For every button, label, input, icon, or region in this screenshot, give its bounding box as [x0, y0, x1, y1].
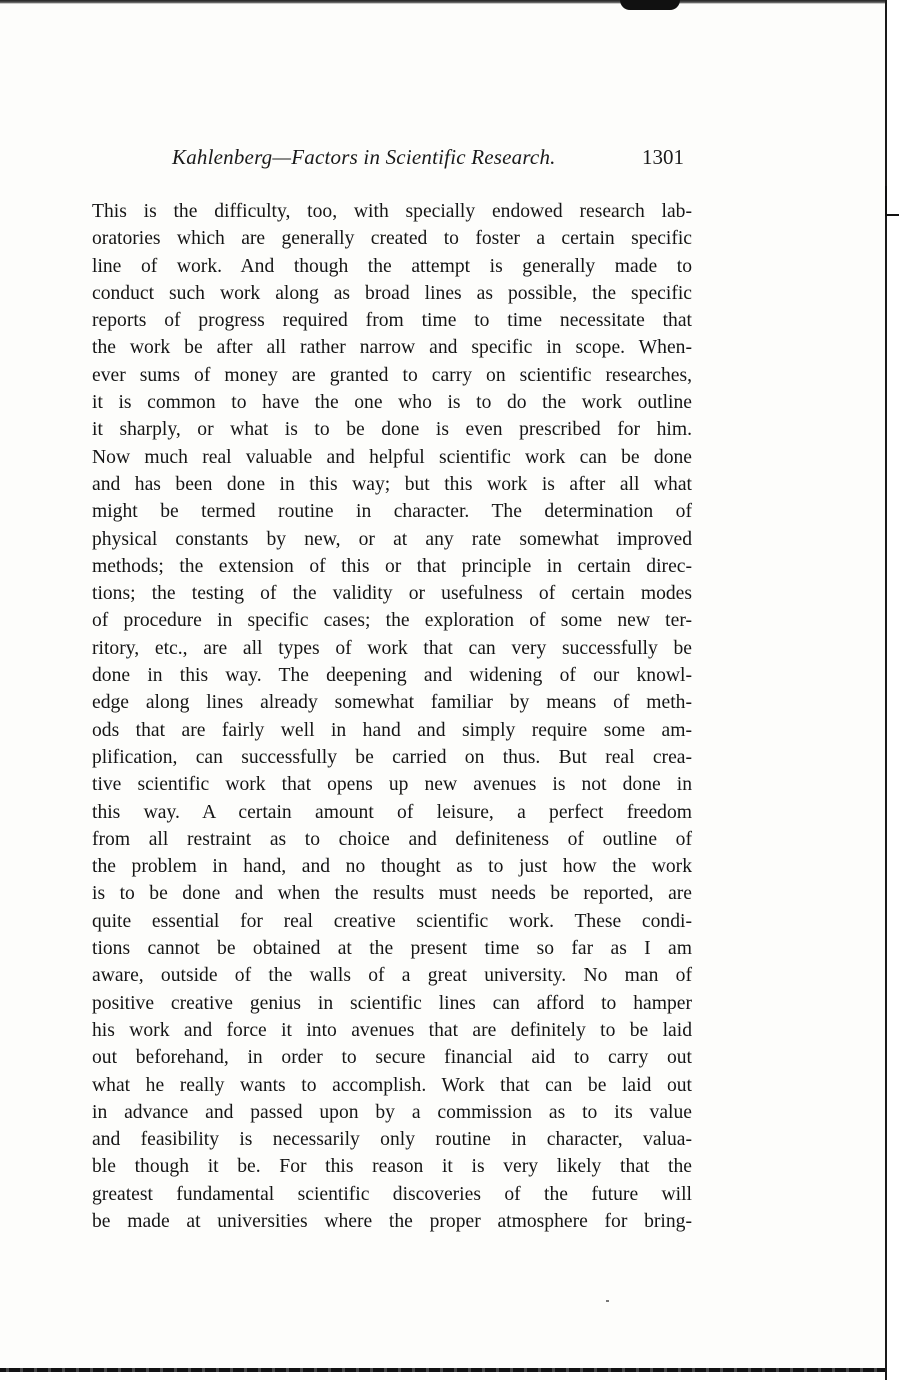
text-line: this way. A certain amount of leisure, a perfect freedom [92, 801, 692, 823]
text-line: greatest fundamental scientific discoveries of the future will [92, 1183, 692, 1205]
text-line: tions cannot be obtained at the present time so far as I am [92, 938, 692, 960]
text-line: the work be after all rather narrow and specific in scope. When- [92, 337, 692, 359]
text-line: plification, can successfully be carried on thus. But real crea- [92, 746, 692, 768]
text-line: physical constants by new, or at any rate somewhat improved [92, 528, 692, 550]
text-line: done in this way. The deepening and widening of our knowl- [92, 665, 692, 687]
text-line: line of work. And though the attempt is generally made to [92, 255, 692, 277]
running-header [172, 145, 684, 175]
page-bottom-edge [0, 1368, 885, 1372]
text-line: This is the difficulty, too, with specially endowed research lab- [92, 201, 692, 222]
text-line: the problem in hand, and no thought as to just how the work [92, 856, 692, 878]
text-line: conduct such work along as broad lines as possible, the specific [92, 282, 692, 304]
text-line: from all restraint as to choice and definiteness of outline of [92, 828, 692, 850]
text-line: methods; the extension of this or that principle in certain direc- [92, 555, 692, 577]
text-line: reports of progress required from time to time necessitate that [92, 310, 692, 332]
text-line: oratories which are generally created to foster a certain specific [92, 228, 692, 250]
page-top-edge [0, 0, 885, 4]
scan-speck [606, 1300, 609, 1302]
text-line: it is common to have the one who is to do the work outline [92, 392, 692, 414]
edge-mark [885, 186, 899, 216]
text-line: out beforehand, in order to secure financial aid to carry out [92, 1047, 692, 1069]
binding-notch [620, 0, 680, 10]
text-line: ods that are fairly well in hand and simply require some am- [92, 719, 692, 741]
text-line: what he really wants to accomplish. Work that can be laid out [92, 1074, 692, 1096]
page-number: 1301 [642, 145, 684, 169]
text-line: aware, outside of the walls of a great university. No man of [92, 965, 692, 987]
text-line: of procedure in specific cases; the exploration of some new ter- [92, 610, 692, 632]
text-line: edge along lines already somewhat familiar by means of meth- [92, 692, 692, 714]
text-line: ble though it be. For this reason it is very likely that the [92, 1156, 692, 1178]
body-paragraph [92, 198, 692, 1235]
text-line: and feasibility is necessarily only routine in character, valua- [92, 1129, 692, 1151]
text-line: Now much real valuable and helpful scientific work can be done [92, 446, 692, 468]
text-line: ritory, etc., are all types of work that can very successfully be [92, 637, 692, 659]
text-line: positive creative genius in scientific lines can afford to hamper [92, 992, 692, 1014]
text-line: ever sums of money are granted to carry on scientific researches, [92, 364, 692, 386]
text-line: be made at universities where the proper atmosphere for bring- [92, 1210, 692, 1232]
text-line: it sharply, or what is to be done is even prescribed for him. [92, 419, 692, 441]
text-line: tions; the testing of the validity or usefulness of certain modes [92, 583, 692, 605]
text-line: might be termed routine in character. The determination of [92, 501, 692, 523]
text-line: is to be done and when the results must needs be reported, are [92, 883, 692, 905]
text-line: tive scientific work that opens up new avenues is not done in [92, 774, 692, 796]
running-head-title: Kahlenberg—Factors in Scientific Research. [172, 145, 556, 169]
text-line: his work and force it into avenues that are definitely to be laid [92, 1019, 692, 1041]
text-line: and has been done in this way; but this work is after all what [92, 473, 692, 495]
text-line: in advance and passed upon by a commission as to its value [92, 1101, 692, 1123]
text-line: quite essential for real creative scientific work. These condi- [92, 910, 692, 932]
